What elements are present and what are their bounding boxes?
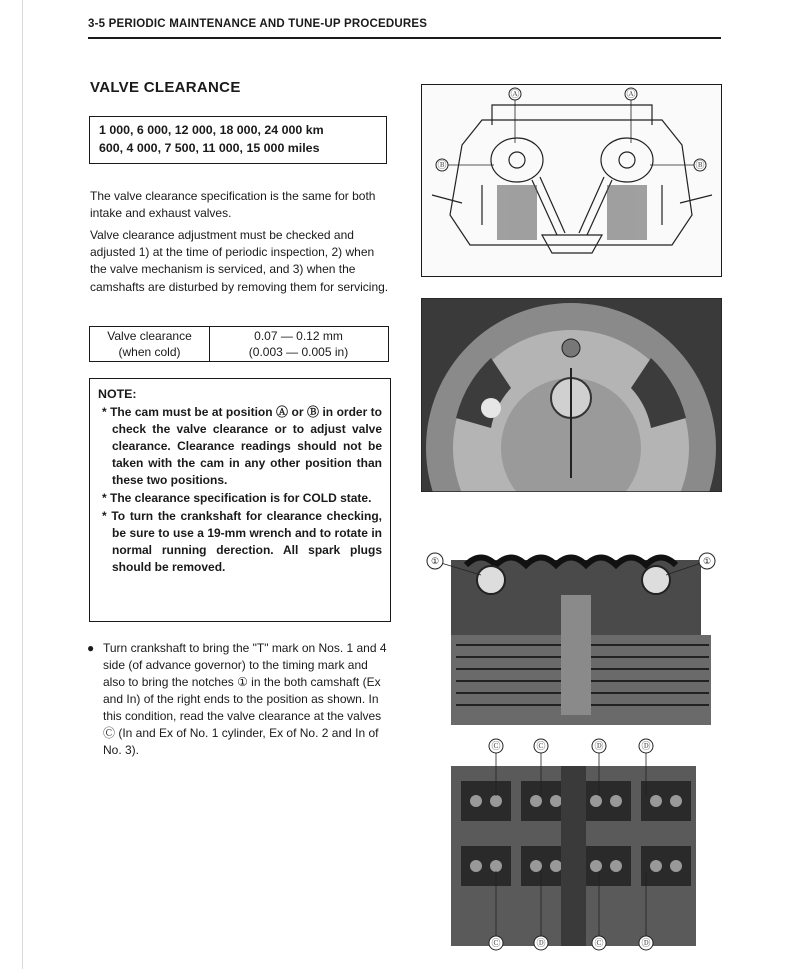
fig1-label-b-right: Ⓑ	[695, 160, 705, 170]
fig4-label-d-4: Ⓓ	[641, 938, 651, 948]
maintenance-interval-box	[89, 116, 387, 164]
fig4-label-d-2: Ⓓ	[641, 741, 651, 751]
spec-label-line1: Valve clearance	[107, 329, 192, 343]
fig4-label-d-3: Ⓓ	[536, 938, 546, 948]
fig4-label-c-3: Ⓒ	[491, 938, 501, 948]
valve-clearance-spec-table	[89, 326, 389, 362]
fig1-label-a-left: Ⓐ	[510, 89, 520, 99]
note-item-cold-state: * The clearance specification is for COLD state.	[102, 491, 372, 505]
note-box	[89, 378, 391, 622]
valve-positions-photo	[421, 736, 722, 964]
page-edge	[22, 0, 23, 969]
paragraph-spec-same: The valve clearance specification is the same for both intake and exhaust valves.	[90, 189, 376, 221]
interval-miles: 600, 4 000, 7 500, 11 000, 15 000 miles	[99, 141, 320, 155]
figure-timing-mark-photo	[421, 298, 722, 492]
spec-value	[210, 327, 387, 360]
note-item-crankshaft: * To turn the crankshaft for clearance checking, be sure to use a 19-mm wrench and to rotate in normal running derection. All spark plugs should be removed.	[102, 509, 382, 574]
fig4-label-c-1: Ⓒ	[491, 741, 501, 751]
figure-valve-positions-photo	[421, 736, 722, 964]
running-header: 3-5 PERIODIC MAINTENANCE AND TUNE-UP PROCEDURES	[88, 18, 428, 30]
procedure-step-text: Turn crankshaft to bring the "T" mark on Nos. 1 and 4 side (of advance governor) to the timing mark and also to bring the notches ① in the both camshaft (Ex and In) of the right ends to the position as shown. In this condition, read the valve clearance at the valves Ⓒ (In and Ex of No. 1 cylinder, Ex of No. 2 and In of No. 3).	[103, 641, 387, 757]
interval-km: 1 000, 6 000, 12 000, 18 000, 24 000 km	[99, 123, 324, 137]
figure-camshaft-notches-photo	[421, 545, 722, 745]
fig4-label-c-4: Ⓒ	[594, 938, 604, 948]
fig4-label-c-2: Ⓒ	[536, 741, 546, 751]
note-item-cam-position: * The cam must be at position Ⓐ or Ⓑ in order to check the valve clearance or to adjust valve clearance. Clearance readings should not be taken with the cam in any other position than these two positions.	[102, 405, 382, 487]
section-title: VALVE CLEARANCE	[90, 79, 241, 96]
cam-diagram-illustration	[422, 85, 720, 275]
paragraph-adjustment: Valve clearance adjustment must be checked and adjusted 1) at the time of periodic inspection, 2) when the valve mechanism is serviced, and 3) when the camshafts are disturbed by removing them for servicing.	[90, 228, 389, 294]
figure-cam-position-diagram	[421, 84, 722, 277]
camshaft-notches-photo	[421, 545, 722, 745]
spec-value-mm: 0.07 — 0.12 mm	[254, 329, 343, 343]
note-title: NOTE:	[98, 387, 137, 401]
fig1-label-a-right: Ⓐ	[626, 89, 636, 99]
fig1-label-b-left: Ⓑ	[437, 160, 447, 170]
procedure-step	[87, 640, 392, 759]
fig3-label-notch-right: ①	[702, 556, 712, 566]
fig3-label-notch-left: ①	[430, 556, 440, 566]
spec-label	[90, 327, 210, 361]
header-rule	[88, 37, 721, 39]
timing-mark-photo	[421, 298, 722, 492]
spec-label-line2: (when cold)	[118, 345, 181, 359]
bullet-icon: ●	[87, 641, 95, 655]
fig4-label-d-1: Ⓓ	[594, 741, 604, 751]
spec-value-in: (0.003 — 0.005 in)	[248, 345, 349, 359]
